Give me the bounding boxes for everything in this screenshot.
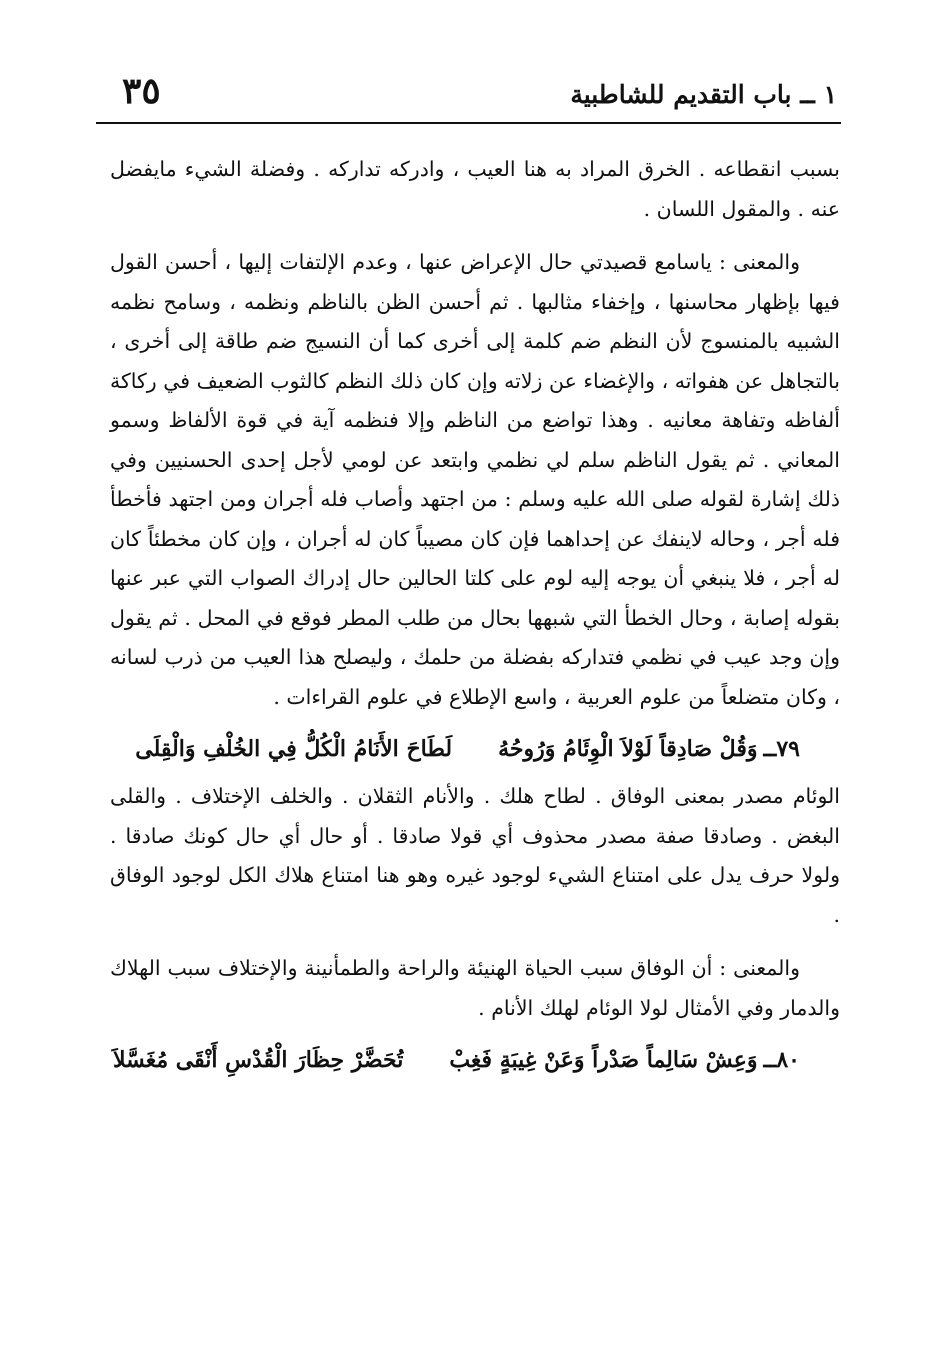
verse-79-hemistich-2: لَطَاحَ الأَنَامُ الْكُلُّ فِي الخُلْفِ وَالْقِلَى bbox=[135, 736, 453, 762]
verse-79 bbox=[110, 727, 840, 771]
main-text bbox=[110, 150, 840, 1088]
verse-79-hemistich-1: وَقُلْ صَادِقاً لَوْلاَ الْوِئَامُ وَرُوحُهُ bbox=[498, 736, 758, 762]
paragraph-3: الوئام مصدر بمعنى الوفاق . لطاح هلك . والأنام الثقلان . والخلف الإختلاف . والقلى البغض . وصادقا صفة مصدر محذوف أي قولا صادقا . أو حال أي حال كونك صادقا . ولولا حرف يدل على امتناع الشيء لوجود غيره وهو هنا امتناع هلاك الكل لوجود الوفاق . bbox=[110, 784, 840, 927]
verse-79-number: ٧٩ــ bbox=[763, 736, 800, 762]
running-title: ١ ــ باب التقديم للشاطبية bbox=[570, 80, 837, 109]
page-header bbox=[100, 62, 837, 122]
paragraph-4: والمعنى : أن الوفاق سبب الحياة الهنيئة والراحة والطمأنينة والإختلاف سبب الهلاك والدمار وفي الأمثال لولا الوئام لهلك الأنام . bbox=[110, 956, 840, 1020]
verse-80-hemistich-2: تُحَضَّرْ حِظَارَ الْقُدْسِ أَنْقَى مُغَسَّلاَ bbox=[112, 1047, 404, 1073]
verse-80 bbox=[110, 1038, 840, 1082]
paragraph-1: بسبب انقطاعه . الخرق المراد به هنا العيب ، وادركه تداركه . وفضلة الشيء مايفضل عنه . والمقول اللسان . bbox=[110, 157, 840, 221]
header-rule bbox=[96, 122, 841, 124]
verse-80-number: ٨٠ــ bbox=[763, 1047, 800, 1073]
verse-80-hemistich-1: وَعِشْ سَالِماً صَدْراً وَعَنْ غِيبَةٍ فَغِبْ bbox=[449, 1047, 758, 1073]
page-number: ٣٥ bbox=[122, 70, 161, 112]
paragraph-2: والمعنى : ياسامع قصيدتي حال الإعراض عنها ، وعدم الإلتفات إليها ، أحسن القول فيها بإظهار محاسنها ، وإخفاء مثالبها . ثم أحسن الظن بالناظم ونظمه ، وسامح نظمه الشبيه بالمنسوج لأن النظم ضم كلمة إلى أخرى كما أن النسيج ضم طاقة إلى أخرى ، بالتجاهل عن هفواته ، والإغضاء عن زلاته وإن كان ذلك النظم كالثوب الضعيف في ركاكة ألفاظه وتفاهة معانيه . وهذا تواضع من الناظم وإلا فنظمه آية في قوة الألفاظ وسمو المعاني . ثم يقول الناظم سلم لي نظمي وابتعد عن لومي لأجل إحدى الحسنيين وفي ذلك إشارة لقوله صلى الله عليه وسلم : من اجتهد وأصاب فله أجران ومن اجتهد فأخطأ فله أجر ، وحاله لاينفك عن إحداهما فإن كان مصيباً كان له أجران ، وإن كان مخطئاً كان له أجر ، فلا ينبغي أن يوجه إليه لوم على كلتا الحالين حال إدراك الصواب التي عبر عنها بقوله إصابة ، وحال الخطأ التي شبهها بحال من طلب المطر فوقع في المحل . ثم يقول وإن وجد عيب في نظمي فتداركه بفضلة من حلمك ، وليصلح هذا العيب من ذرب لسانه ، وكان متضلعاً من علوم العربية ، واسع الإطلاع في علوم القراءات . bbox=[110, 250, 840, 709]
